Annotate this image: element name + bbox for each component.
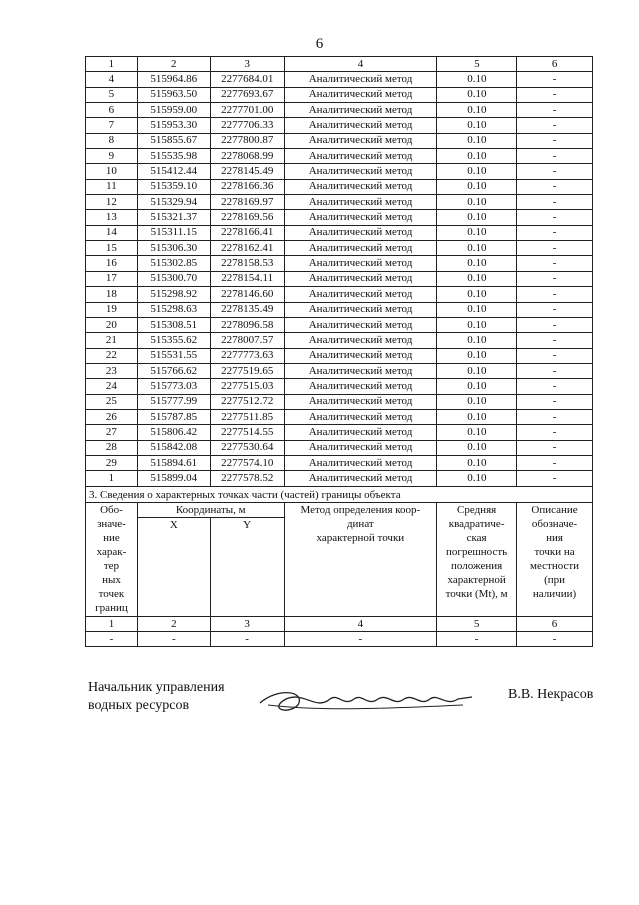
table-row bbox=[86, 317, 593, 332]
table-cell: 2278146.60 bbox=[210, 287, 284, 302]
table-cell: - bbox=[517, 149, 593, 164]
table-cell: 515766.62 bbox=[137, 363, 210, 378]
table-row bbox=[86, 87, 593, 102]
header-line: местности bbox=[530, 560, 580, 572]
header-line: границ bbox=[95, 602, 128, 614]
table-cell: - bbox=[517, 317, 593, 332]
table-cell: Аналитический метод bbox=[284, 471, 437, 486]
table-cell: - bbox=[284, 632, 437, 647]
table-cell: - bbox=[517, 632, 593, 647]
table-cell: 23 bbox=[86, 363, 138, 378]
table-cell: - bbox=[517, 409, 593, 424]
table-cell: 0.10 bbox=[437, 363, 517, 378]
table-cell: 2277530.64 bbox=[210, 440, 284, 455]
table-cell: - bbox=[517, 455, 593, 470]
table-cell: Аналитический метод bbox=[284, 72, 437, 87]
table-cell: 2278154.11 bbox=[210, 271, 284, 286]
table-cell: 0.10 bbox=[437, 133, 517, 148]
table-cell: Аналитический метод bbox=[284, 256, 437, 271]
header-line: Средняя bbox=[457, 504, 497, 516]
table-cell: 26 bbox=[86, 409, 138, 424]
table-cell: 2278145.49 bbox=[210, 164, 284, 179]
table-cell: 0.10 bbox=[437, 394, 517, 409]
signatory-name: В.В. Некрасов bbox=[508, 687, 594, 702]
table-cell: Аналитический метод bbox=[284, 210, 437, 225]
header-line: характерной bbox=[447, 574, 506, 586]
table-cell: 2278135.49 bbox=[210, 302, 284, 317]
position-line-2: водных ресурсов bbox=[88, 698, 190, 713]
table-cell: 515855.67 bbox=[137, 133, 210, 148]
table-cell: - bbox=[437, 632, 517, 647]
table-cell: 515531.55 bbox=[137, 348, 210, 363]
page-number: 6 bbox=[315, 36, 324, 52]
table-cell: 515894.61 bbox=[137, 455, 210, 470]
table-row bbox=[86, 133, 593, 148]
header-line: динат bbox=[346, 518, 374, 530]
table-cell: 0.10 bbox=[437, 87, 517, 102]
header-line: ская bbox=[466, 532, 487, 544]
table-cell: 2278158.53 bbox=[210, 256, 284, 271]
table-cell: 2277515.03 bbox=[210, 379, 284, 394]
section3-title: 3. Сведения о характерных точках части (частей) границы объекта bbox=[86, 487, 593, 503]
table-cell: 515298.63 bbox=[137, 302, 210, 317]
table-cell: Аналитический метод bbox=[284, 379, 437, 394]
table-row bbox=[86, 179, 593, 194]
table-cell: 2278166.36 bbox=[210, 179, 284, 194]
table-cell: 3 bbox=[210, 57, 284, 72]
table-row bbox=[86, 363, 593, 378]
table-cell: 0.10 bbox=[437, 271, 517, 286]
table-cell: 4 bbox=[86, 72, 138, 87]
table-cell: - bbox=[517, 195, 593, 210]
y-header: Y bbox=[210, 518, 284, 617]
table-cell: - bbox=[517, 471, 593, 486]
table-cell: 27 bbox=[86, 425, 138, 440]
table-cell: 8 bbox=[86, 133, 138, 148]
table-cell: Аналитический метод bbox=[284, 348, 437, 363]
table-cell: 2277574.10 bbox=[210, 455, 284, 470]
table-cell: Аналитический метод bbox=[284, 394, 437, 409]
table-cell: 5 bbox=[86, 87, 138, 102]
table-cell: 28 bbox=[86, 440, 138, 455]
table-cell: 10 bbox=[86, 164, 138, 179]
header-line: характерной точки bbox=[316, 532, 405, 544]
table-cell: - bbox=[517, 164, 593, 179]
table-cell: 0.10 bbox=[437, 256, 517, 271]
table-cell: 0.10 bbox=[437, 210, 517, 225]
table-cell: - bbox=[517, 241, 593, 256]
table-cell: - bbox=[517, 287, 593, 302]
accuracy-header bbox=[437, 503, 517, 617]
header-line: (при bbox=[544, 574, 565, 586]
table-cell: - bbox=[517, 179, 593, 194]
table-cell: 515329.94 bbox=[137, 195, 210, 210]
table-cell: Аналитический метод bbox=[284, 195, 437, 210]
table-row bbox=[86, 241, 593, 256]
x-header: X bbox=[137, 518, 210, 617]
table-cell: 12 bbox=[86, 195, 138, 210]
table-cell: - bbox=[517, 425, 593, 440]
header-line: точки на bbox=[534, 546, 575, 558]
table-row bbox=[86, 302, 593, 317]
table-cell: 0.10 bbox=[437, 287, 517, 302]
header-line: Описание bbox=[531, 504, 578, 516]
table-cell: 2277519.65 bbox=[210, 363, 284, 378]
table-cell: 1 bbox=[86, 617, 138, 632]
header-line: Обо- bbox=[100, 504, 123, 516]
header-line: тер bbox=[103, 560, 120, 572]
position-line-1: Начальник управления bbox=[88, 680, 225, 695]
table-cell: 5 bbox=[437, 57, 517, 72]
header-line: ния bbox=[546, 532, 563, 544]
table-cell: 515311.15 bbox=[137, 225, 210, 240]
table-cell: Аналитический метод bbox=[284, 287, 437, 302]
table-cell: Аналитический метод bbox=[284, 333, 437, 348]
table-row bbox=[86, 149, 593, 164]
table-row bbox=[86, 333, 593, 348]
table-cell: 0.10 bbox=[437, 195, 517, 210]
table-cell: 515308.51 bbox=[137, 317, 210, 332]
table-row bbox=[86, 271, 593, 286]
table-cell: Аналитический метод bbox=[284, 302, 437, 317]
table-row bbox=[86, 72, 593, 87]
table-cell: 29 bbox=[86, 455, 138, 470]
table-cell: 0.10 bbox=[437, 455, 517, 470]
table-cell: 1 bbox=[86, 471, 138, 486]
table-cell: 0.10 bbox=[437, 241, 517, 256]
table-cell: Аналитический метод bbox=[284, 133, 437, 148]
point-designation-header bbox=[86, 503, 138, 617]
section3-table bbox=[85, 486, 593, 647]
table-cell: 6 bbox=[517, 57, 593, 72]
table-cell: 16 bbox=[86, 256, 138, 271]
table-cell: Аналитический метод bbox=[284, 363, 437, 378]
header-line: ние bbox=[103, 532, 120, 544]
table-cell: 1 bbox=[86, 57, 138, 72]
table-row bbox=[86, 210, 593, 225]
table-cell: - bbox=[517, 333, 593, 348]
table-cell: - bbox=[517, 440, 593, 455]
description-header bbox=[517, 503, 593, 617]
table-cell: 515953.30 bbox=[137, 118, 210, 133]
table-cell: Аналитический метод bbox=[284, 455, 437, 470]
table-row bbox=[86, 394, 593, 409]
table-cell: 0.10 bbox=[437, 72, 517, 87]
table-cell: Аналитический метод bbox=[284, 440, 437, 455]
table-cell: 2277514.55 bbox=[210, 425, 284, 440]
table-cell: 515963.50 bbox=[137, 87, 210, 102]
table-cell: Аналитический метод bbox=[284, 118, 437, 133]
table-cell: 18 bbox=[86, 287, 138, 302]
table-cell: 515777.99 bbox=[137, 394, 210, 409]
table-cell: 0.10 bbox=[437, 333, 517, 348]
table-cell: - bbox=[517, 271, 593, 286]
table-cell: Аналитический метод bbox=[284, 103, 437, 118]
table-cell: - bbox=[137, 632, 210, 647]
table-cell: 0.10 bbox=[437, 302, 517, 317]
table-cell: 515773.03 bbox=[137, 379, 210, 394]
table-cell: 0.10 bbox=[437, 348, 517, 363]
table-cell: - bbox=[517, 256, 593, 271]
table-cell: 0.10 bbox=[437, 149, 517, 164]
table-cell: 515806.42 bbox=[137, 425, 210, 440]
table-cell: 11 bbox=[86, 179, 138, 194]
table-cell: 2277701.00 bbox=[210, 103, 284, 118]
table-cell: Аналитический метод bbox=[284, 425, 437, 440]
table-cell: 515306.30 bbox=[137, 241, 210, 256]
table-cell: 2 bbox=[137, 617, 210, 632]
table-cell: 4 bbox=[284, 617, 437, 632]
table-cell: 0.10 bbox=[437, 425, 517, 440]
table-row bbox=[86, 118, 593, 133]
table-cell: 5 bbox=[437, 617, 517, 632]
table-cell: - bbox=[517, 302, 593, 317]
table-cell: Аналитический метод bbox=[284, 87, 437, 102]
header-line: ных bbox=[102, 574, 121, 586]
table-row bbox=[86, 195, 593, 210]
table-cell: 22 bbox=[86, 348, 138, 363]
table-cell: 9 bbox=[86, 149, 138, 164]
table-cell: 0.10 bbox=[437, 440, 517, 455]
table-cell: 2278162.41 bbox=[210, 241, 284, 256]
table-cell: 515842.08 bbox=[137, 440, 210, 455]
table-cell: 2277512.72 bbox=[210, 394, 284, 409]
table-cell: - bbox=[517, 363, 593, 378]
table-cell: 2277578.52 bbox=[210, 471, 284, 486]
table-row bbox=[86, 225, 593, 240]
table-cell: - bbox=[517, 210, 593, 225]
table-cell: 6 bbox=[86, 103, 138, 118]
table-cell: 0.10 bbox=[437, 179, 517, 194]
header-line: точек bbox=[98, 588, 125, 600]
handwritten-signature bbox=[258, 681, 478, 717]
table-row bbox=[86, 164, 593, 179]
header-line: Метод определения коор- bbox=[300, 504, 421, 516]
table-cell: 0.10 bbox=[437, 103, 517, 118]
table-cell: 0.10 bbox=[437, 409, 517, 424]
table-cell: 515359.10 bbox=[137, 179, 210, 194]
table-cell: 515355.62 bbox=[137, 333, 210, 348]
table-cell: - bbox=[517, 225, 593, 240]
table-cell: 515298.92 bbox=[137, 287, 210, 302]
table-cell: 6 bbox=[517, 617, 593, 632]
table-cell: - bbox=[210, 632, 284, 647]
table-cell: 515899.04 bbox=[137, 471, 210, 486]
table-cell: - bbox=[517, 348, 593, 363]
header-line: погрешность bbox=[446, 546, 508, 558]
signatory-position bbox=[88, 679, 225, 715]
table-cell: Аналитический метод bbox=[284, 179, 437, 194]
table-cell: 515321.37 bbox=[137, 210, 210, 225]
table-cell: 17 bbox=[86, 271, 138, 286]
table-row bbox=[86, 348, 593, 363]
table-cell: - bbox=[517, 133, 593, 148]
table-cell: Аналитический метод bbox=[284, 271, 437, 286]
table-cell: - bbox=[517, 379, 593, 394]
boundary-points-table bbox=[85, 56, 593, 487]
method-header bbox=[284, 503, 437, 617]
table-row bbox=[86, 471, 593, 486]
header-line: положения bbox=[451, 560, 503, 572]
table-cell: Аналитический метод bbox=[284, 317, 437, 332]
table-cell: 14 bbox=[86, 225, 138, 240]
table-cell: 2277706.33 bbox=[210, 118, 284, 133]
table-row bbox=[86, 440, 593, 455]
table-cell: 2277511.85 bbox=[210, 409, 284, 424]
table-cell: 13 bbox=[86, 210, 138, 225]
table-header-row bbox=[86, 57, 593, 72]
table-row bbox=[86, 103, 593, 118]
table-cell: Аналитический метод bbox=[284, 409, 437, 424]
table-cell: 515535.98 bbox=[137, 149, 210, 164]
table-cell: Аналитический метод bbox=[284, 241, 437, 256]
table-cell: 515302.85 bbox=[137, 256, 210, 271]
table-cell: 0.10 bbox=[437, 225, 517, 240]
table-cell: 515964.86 bbox=[137, 72, 210, 87]
table-cell: 2277800.87 bbox=[210, 133, 284, 148]
table-cell: - bbox=[517, 72, 593, 87]
table-cell: 515787.85 bbox=[137, 409, 210, 424]
table-cell: 2278007.57 bbox=[210, 333, 284, 348]
table-row bbox=[86, 409, 593, 424]
table-cell: 515959.00 bbox=[137, 103, 210, 118]
table-cell: 3 bbox=[210, 617, 284, 632]
table-cell: - bbox=[517, 118, 593, 133]
table-cell: 24 bbox=[86, 379, 138, 394]
table-cell: 4 bbox=[284, 57, 437, 72]
table-cell: 2278169.56 bbox=[210, 210, 284, 225]
header-line: квадратиче- bbox=[448, 518, 505, 530]
table-cell: 7 bbox=[86, 118, 138, 133]
header-line: обозначе- bbox=[531, 518, 578, 530]
table-cell: Аналитический метод bbox=[284, 164, 437, 179]
header-line: харак- bbox=[96, 546, 127, 558]
table-row bbox=[86, 425, 593, 440]
table-cell: 2277684.01 bbox=[210, 72, 284, 87]
header-line: значе- bbox=[97, 518, 126, 530]
table-cell: 515300.70 bbox=[137, 271, 210, 286]
table-cell: 2277773.63 bbox=[210, 348, 284, 363]
table-cell: 0.10 bbox=[437, 164, 517, 179]
table-cell: 25 bbox=[86, 394, 138, 409]
header-line: наличии) bbox=[532, 588, 577, 600]
table-cell: - bbox=[86, 632, 138, 647]
table-cell: 2277693.67 bbox=[210, 87, 284, 102]
table-cell: Аналитический метод bbox=[284, 225, 437, 240]
table-cell: 0.10 bbox=[437, 471, 517, 486]
table-cell: 20 bbox=[86, 317, 138, 332]
table-cell: Аналитический метод bbox=[284, 149, 437, 164]
table-cell: 0.10 bbox=[437, 317, 517, 332]
table-cell: 0.10 bbox=[437, 118, 517, 133]
table-cell: 515412.44 bbox=[137, 164, 210, 179]
table-cell: - bbox=[517, 103, 593, 118]
table-cell: 2278096.58 bbox=[210, 317, 284, 332]
table-cell: 2278169.97 bbox=[210, 195, 284, 210]
table-row bbox=[86, 287, 593, 302]
table-cell: 2278166.41 bbox=[210, 225, 284, 240]
table-cell: - bbox=[517, 394, 593, 409]
table-cell: 2278068.99 bbox=[210, 149, 284, 164]
table-row bbox=[86, 379, 593, 394]
table-cell: 2 bbox=[137, 57, 210, 72]
coordinates-header: Координаты, м bbox=[137, 503, 284, 518]
table-cell: 15 bbox=[86, 241, 138, 256]
table-cell: 0.10 bbox=[437, 379, 517, 394]
table-cell: 21 bbox=[86, 333, 138, 348]
table-row bbox=[86, 256, 593, 271]
table-cell: 19 bbox=[86, 302, 138, 317]
table-row bbox=[86, 455, 593, 470]
header-line: точки (Mt), м bbox=[445, 588, 508, 600]
table-cell: - bbox=[517, 87, 593, 102]
